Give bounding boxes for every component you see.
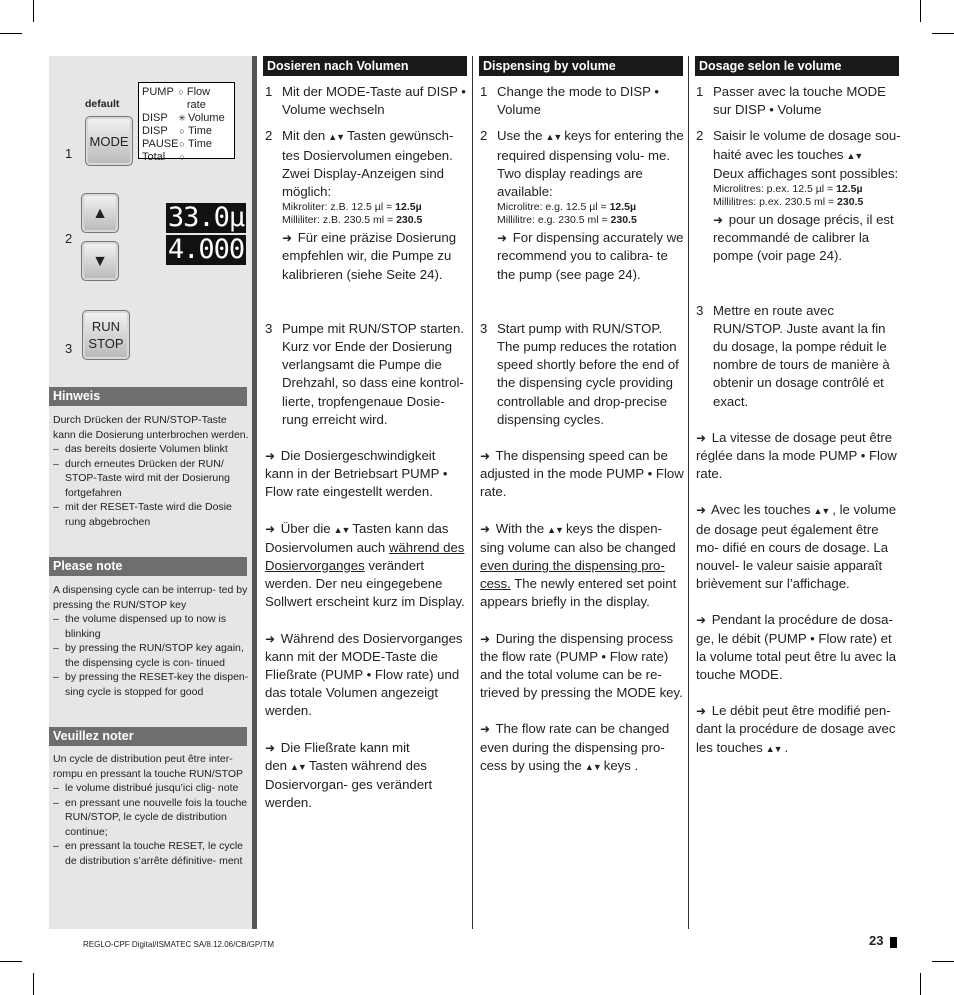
arrow-right-icon: ➜ [696,503,707,518]
list-item: – durch erneutes Drücken der RUN/ STOP-Taste wird mit der Dosierung fortgefahren [53,457,249,501]
arrow-right-icon: ➜ [696,613,707,628]
page-marker [890,937,897,948]
tip: ➜ For dispensing accurately we recommend you to calibra- te the pump (see page 24). [497,230,684,282]
step-number: 1 [65,146,73,161]
note-title-de: Hinweis [49,387,247,406]
step-2: 2 Use the ▲▼ keys for entering the required dispensing volu- me. Two display readings are available: Microlitre: e.g. 12.5 µl = 12.5µ Millilitre: e.g. 230.5 ml = 230.5 ➜ For dispensing accurately we recommend you to calibra- te the pump (see page 24). [480,127,684,283]
paragraph: ➜ With the ▲▼ keys the dispen- sing volume can also be changed even during the dispensing pro- cess. The newly entered set point appears briefly in the display. [480,520,677,610]
step-number: 2 [65,231,73,246]
mode-legend [138,82,235,163]
legend-row: Total ○ [142,151,231,164]
example-microliter: Mikroliter: z.B. 12.5 µl = 12.5µ [282,201,422,214]
crop-mark [33,0,34,22]
crop-mark [932,961,954,962]
run-stop-key-label: RUN STOP [88,319,124,351]
note-body-en: A dispensing cycle can be interrup- ted by pressing the RUN/STOP key – the volume dispensed up to now is blinking – by pressing the RUN/STOP key again, the dispensing cycle is con- tinued – by pressing the RESET-key the dispen- sing cycle is stopped for good [53,583,249,699]
paragraph: ➜ Pendant la procédure de dosa- ge, le débit (PUMP • Flow rate) et la volume total peut être lu avec la touche MODE. [696,612,897,683]
list-item: – by pressing the RESET-key the dispen- sing cycle is stopped for good [53,670,249,699]
crop-mark [0,961,22,962]
legend-row: DISP ✳ Volume [142,112,225,124]
indicator-icon: ○ [179,152,185,162]
example-milliliter: Milliliter: z.B. 230.5 ml = 230.5 [282,214,423,227]
arrow-right-icon: ➜ [497,231,508,246]
list-item: – le volume distribué jusqu’ici clig- note [53,781,249,796]
example-millilitres: Millilitres: p.ex. 230.5 ml = 230.5 [713,196,864,209]
note-body-fr: Un cycle de distribution peut être inter- rompu en pressant la touche RUN/STOP – le volume distribué jusqu’ici clig- note – en pressant une nouvelle fois la touche RUN/STOP, le cycle de distribution continue; – en pressant la touche RESET, le cycle de distribution s’arrête définitive- ment [53,752,249,868]
legend-row: DISP ○ Time [142,125,213,137]
arrow-right-icon: ➜ [713,213,724,228]
step-1: 1 Change the mode to DISP • Volume [480,84,659,118]
paragraph: ➜ Le débit peut être modifié pen- dant la procédure de dosage avec les touches ▲▼ . [696,703,896,755]
arrow-right-icon: ➜ [265,449,276,464]
paragraph: ➜ Während des Dosiervorganges kann mit der MODE-Taste die Fließrate (PUMP • Flow rate) und das totale Volumen angezeigt werden. [265,630,463,719]
step-1: 1 Mit der MODE-Taste auf DISP • Volume wechseln [265,84,466,118]
arrow-right-icon: ➜ [282,231,293,246]
paragraph: ➜ Die Dosiergeschwindigkeit kann in der Betriebsart PUMP • Flow rate eingestellt werden. [265,448,448,500]
sidebar-divider [252,56,257,929]
crop-mark [0,33,22,34]
list-item: – the volume dispensed up to now is blinking [53,612,249,641]
list-item: – by pressing the RUN/STOP key again, the dispensing cycle is con- tinued [53,641,249,670]
note-title-en: Please note [49,557,247,576]
note-title-fr: Veuillez noter [49,727,247,746]
column-de [265,83,467,813]
up-down-keys-icon: ▲▼ [290,761,306,772]
triangle-down-icon: ▼ [92,252,108,270]
column-heading-de: Dosieren nach Volumen [263,56,467,76]
up-down-keys-icon: ▲▼ [813,506,830,517]
arrow-right-icon: ➜ [480,521,491,536]
arrow-right-icon: ➜ [265,740,276,755]
example-microlitres: Microlitres: p.ex. 12.5 µl = 12.5µ [713,183,863,196]
legend-row: PUMP ○ Flow rate [142,86,211,111]
crop-mark [33,973,34,995]
tip: ➜ pour un dosage précis, il est recommandé de calibrer la pompe (voir page 24). [713,212,894,264]
tip: ➜ Für eine präzise Dosierung empfehlen wir, die Pumpe zu kalibrieren (siehe Seite 24). [282,230,457,282]
paragraph: ➜ During the dispensing process the flow rate (PUMP • Flow rate) and the total volume can be re- trieved by pressing the MODE key. [480,630,683,701]
indicator-icon: ○ [178,87,184,97]
arrow-right-icon: ➜ [696,704,707,719]
example-millilitre: Millilitre: e.g. 230.5 ml = 230.5 [497,214,637,227]
list-item: – en pressant la touche RESET, le cycle de distribution s’arrête définitive- ment [53,839,249,868]
step-1: 1 Passer avec la touche MODE sur DISP • Volume [696,84,886,118]
footer-text: REGLO-CPF Digital/ISMATEC SA/8.12.06/CB/GP/TM [83,940,275,949]
triangle-up-icon: ▲ [92,204,108,222]
arrow-right-icon: ➜ [265,521,276,536]
down-key[interactable] [81,241,119,281]
mode-key-label: MODE [89,133,129,149]
paragraph: ➜ Die Fließrate kann mit den ▲▼ Tasten während des Dosiervorgan- ges verändert werden. [265,739,433,811]
step-2: 2 Mit den ▲▼ Tasten gewünsch- tes Dosiervolumen eingeben. Zwei Display-Anzeigen sind möglich: Mikroliter: z.B. 12.5 µl = 12.5µ Milliliter: z.B. 230.5 ml = 230.5 ➜ Für eine präzise Dosierung empfehlen wir, die Pumpe zu kalibrieren (siehe Seite 24). [265,127,467,283]
paragraph: ➜ Über die ▲▼ Tasten kann das Dosiervolumen auch während des Dosiervorganges verändert werden. Der neu eingegebene Sollwert erscheint kurz im Display. [265,520,465,610]
up-down-keys-icon: ▲▼ [765,743,782,754]
crop-mark [920,0,921,22]
up-down-keys-icon: ▲▼ [584,761,601,772]
paragraph: ➜ The dispensing speed can be adjusted in the mode PUMP • Flow rate. [480,448,684,500]
crop-mark [920,973,921,995]
column-heading-fr: Dosage selon le volume [695,56,899,76]
column-divider [688,56,689,929]
up-down-keys-icon: ▲▼ [328,132,345,143]
step-3: 3 Pumpe mit RUN/STOP starten. Kurz vor Ende der Dosierung verlangsamt die Pumpe die Drehzahl, so dass eine kontrol- lierte, tropfengenaue Dosie- rung erreicht wird. [265,320,464,427]
up-down-keys-icon: ▲▼ [545,132,562,143]
up-down-keys-icon: ▲▼ [846,150,863,161]
arrow-right-icon: ➜ [265,631,276,646]
up-down-keys-icon: ▲▼ [333,524,350,535]
note-body-de: Durch Drücken der RUN/STOP-Taste kann die Dosierung unterbrochen werden. – das bereits dosierte Volumen blinkt – durch erneutes Drücken der RUN/ STOP-Taste wird mit der Dosierung fortgefahren – mit der RESET-Taste wird die Dosie rung abgebrochen [53,413,249,529]
indicator-icon: ✳ [178,113,186,123]
step-2: 2 Saisir le volume de dosage sou- haité avec les touches ▲▼ Deux affichages sont possibles: Microlitres: p.ex. 12.5 µl = 12.5µ Millilitres: p.ex. 230.5 ml = 230.5 ➜ pour un dosage précis, il est recommandé de calibrer la pompe (voir page 24). [696,127,901,265]
display-reading-top: 33.0µ [167,202,245,233]
step-3: 3 Mettre en route avec RUN/STOP. Juste avant la fin du dosage, la pompe réduit le nombre de tours de manière à obtenir un dosage contrôlé et exact. [696,302,890,409]
arrow-right-icon: ➜ [480,631,491,646]
default-label: default [85,98,120,110]
example-microlitre: Microlitre: e.g. 12.5 µl = 12.5µ [497,201,637,214]
display-reading-bottom: 4.000 [167,234,245,265]
arrow-right-icon: ➜ [480,449,491,464]
column-divider [472,56,473,929]
arrow-right-icon: ➜ [696,430,707,445]
step-3: 3 Start pump with RUN/STOP. The pump reduces the rotation speed shortly before the end of the dispensing cycle providing controllable and drop-precise dispensing cycles. [480,320,679,427]
page-number: 23 [869,933,884,948]
paragraph: ➜ The flow rate can be changed even during the dispensing pro- cess by using the ▲▼ keys . [480,721,670,773]
crop-mark [932,33,954,34]
legend-row: PAUSE ○ Time [142,138,213,150]
up-down-keys-icon: ▲▼ [547,524,563,535]
paragraph: ➜ La vitesse de dosage peut être réglée dans la mode PUMP • Flow rate. [696,429,897,482]
list-item: – en pressant une nouvelle fois la touche RUN/STOP, le cycle de distribution continue; [53,796,249,840]
list-item: – das bereits dosierte Volumen blinkt [53,442,249,457]
arrow-right-icon: ➜ [480,722,491,737]
mode-key[interactable] [85,116,133,166]
paragraph: ➜ Avec les touches ▲▼ , le volume de dosage peut également être mo- difié en cours de dosage. La nouvel- le valeur saisie apparaît brièvement sur l’affichage. [696,502,897,592]
step-number: 3 [65,341,73,356]
indicator-icon: ○ [179,126,185,136]
list-item: – mit der RESET-Taste wird die Dosie rung abgebrochen [53,500,249,529]
run-stop-key[interactable] [82,310,130,360]
column-en [480,83,684,776]
up-key[interactable] [81,193,119,233]
indicator-icon: ○ [179,139,185,149]
column-fr [696,83,901,758]
column-heading-en: Dispensing by volume [479,56,683,76]
